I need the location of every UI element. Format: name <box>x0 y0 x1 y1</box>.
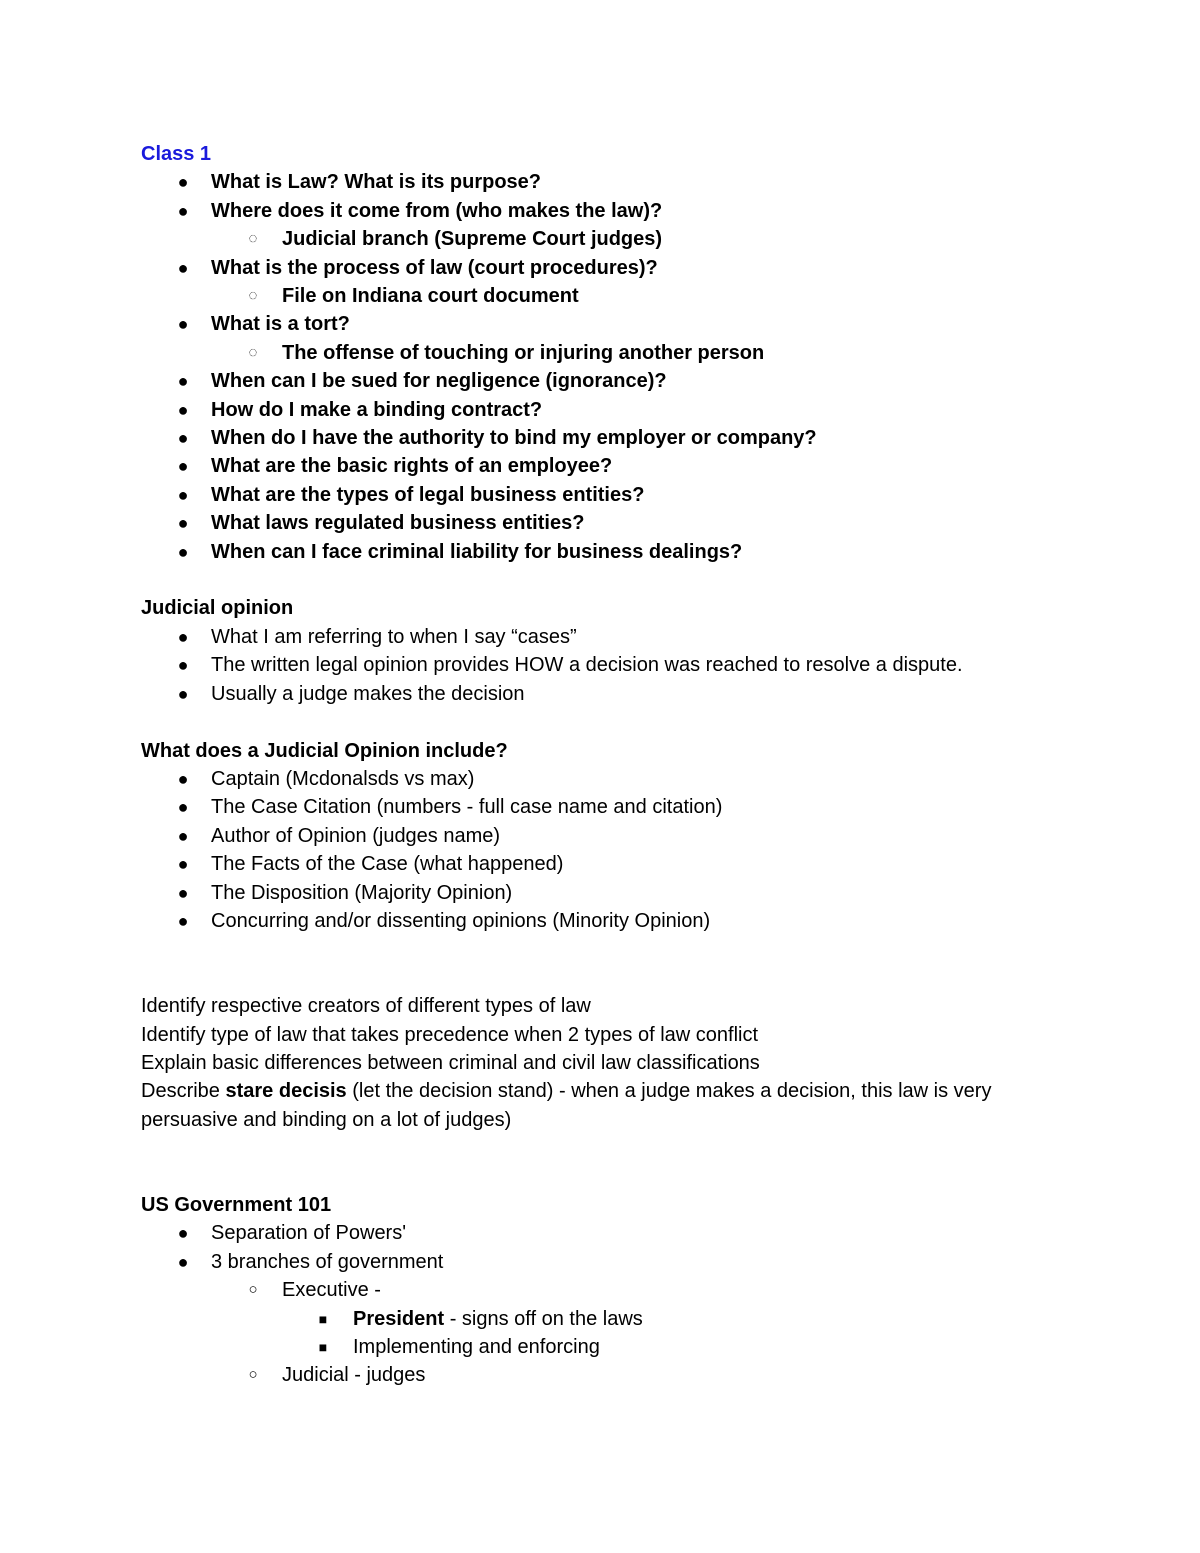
bullet-icon: ● <box>177 399 189 420</box>
list-item: ● Separation of Powers' <box>141 1219 1081 1247</box>
objective-line: Identify type of law that takes precedence when 2 types of law conflict <box>141 1023 759 1046</box>
judicial-opinion-list <box>141 623 1081 708</box>
bullet-icon: ● <box>177 825 189 846</box>
list-item: ● How do I make a binding contract? <box>141 396 1081 424</box>
list-item: ○ Executive - <box>141 1276 1081 1304</box>
objective-line: Explain basic differences between criminal and civil law classifications <box>141 1051 760 1074</box>
class1-list <box>141 168 1081 566</box>
list-item: ● What laws regulated business entities? <box>141 509 1081 537</box>
list-item: ● Author of Opinion (judges name) <box>141 822 1081 850</box>
list-item: ● When can I be sued for negligence (ignorance)? <box>141 367 1081 395</box>
us-gov-list <box>141 1219 1081 1389</box>
list-item: ● The Facts of the Case (what happened) <box>141 850 1081 878</box>
list-item: ◌ The offense of touching or injuring another person <box>141 339 1081 367</box>
list-item: ● The Case Citation (numbers - full case name and citation) <box>141 793 1081 821</box>
opinion-includes-list <box>141 765 1081 935</box>
bullet-icon: ● <box>177 797 189 818</box>
bullet-icon: ● <box>177 484 189 505</box>
hollow-circle-bullet-icon: ○ <box>248 1281 258 1299</box>
list-item: ◌ File on Indiana court document <box>141 282 1081 310</box>
bullet-icon: ● <box>177 371 189 392</box>
bullet-icon: ● <box>177 683 189 704</box>
bullet-icon: ● <box>177 768 189 789</box>
list-item: ■ President - signs off on the laws <box>141 1305 1081 1333</box>
bullet-icon: ● <box>177 428 189 449</box>
list-item: ● What is Law? What is its purpose? <box>141 168 1081 196</box>
dotted-circle-bullet-icon: ◌ <box>248 343 258 361</box>
stare-decisis-term: stare decisis <box>225 1080 347 1103</box>
bullet-icon: ● <box>177 655 189 676</box>
bullet-icon: ● <box>177 172 189 193</box>
list-item: ● Usually a judge makes the decision <box>141 680 1081 708</box>
objective-line: Identify respective creators of different types of law <box>141 995 591 1018</box>
bullet-icon: ● <box>177 910 189 931</box>
list-item: ● What is a tort? <box>141 310 1081 338</box>
bullet-icon: ● <box>177 314 189 335</box>
list-item: ● When do I have the authority to bind my employer or company? <box>141 424 1081 452</box>
dotted-circle-bullet-icon: ◌ <box>248 287 258 305</box>
bullet-icon: ● <box>177 1223 189 1244</box>
bullet-icon: ● <box>177 854 189 875</box>
list-item: ● What I am referring to when I say “cases” <box>141 623 1081 651</box>
opinion-includes-heading: What does a Judicial Opinion include? <box>141 739 508 762</box>
list-item: ◌ Judicial branch (Supreme Court judges) <box>141 225 1081 253</box>
square-bullet-icon: ■ <box>318 1310 328 1327</box>
bullet-icon: ● <box>177 257 189 278</box>
dotted-circle-bullet-icon: ◌ <box>248 230 258 248</box>
list-item: ● What are the basic rights of an employee? <box>141 452 1081 480</box>
class1-heading: Class 1 <box>141 143 212 165</box>
objective-line-stare-decisis: Describe stare decisis (let the decision stand) - when a judge makes a decision, this law is very persuasive and binding on a lot of judges) <box>141 1080 992 1131</box>
list-item: ■ Implementing and enforcing <box>141 1333 1081 1361</box>
list-item: ● Where does it come from (who makes the law)? <box>141 197 1081 225</box>
us-gov-heading: US Government 101 <box>141 1193 332 1216</box>
list-item: ● 3 branches of government <box>141 1248 1081 1276</box>
list-item: ● What are the types of legal business entities? <box>141 481 1081 509</box>
bullet-icon: ● <box>177 200 189 221</box>
bullet-icon: ● <box>177 1251 189 1272</box>
bullet-icon: ● <box>177 456 189 477</box>
judicial-opinion-heading: Judicial opinion <box>141 597 294 620</box>
list-item: ○ Judicial - judges <box>141 1361 1081 1389</box>
list-item: ● Concurring and/or dissenting opinions (Minority Opinion) <box>141 907 1081 935</box>
list-item: ● Captain (Mcdonalsds vs max) <box>141 765 1081 793</box>
hollow-circle-bullet-icon: ○ <box>248 1366 258 1384</box>
list-item: ● What is the process of law (court procedures)? <box>141 254 1081 282</box>
bullet-icon: ● <box>177 626 189 647</box>
bullet-icon: ● <box>177 882 189 903</box>
list-item: ● The written legal opinion provides HOW a decision was reached to resolve a dispute. <box>141 651 1081 679</box>
list-item: ● When can I face criminal liability for business dealings? <box>141 538 1081 566</box>
square-bullet-icon: ■ <box>318 1339 328 1355</box>
bullet-icon: ● <box>177 513 189 534</box>
bullet-icon: ● <box>177 541 189 562</box>
list-item: ● The Disposition (Majority Opinion) <box>141 879 1081 907</box>
document-content <box>141 140 1081 1390</box>
